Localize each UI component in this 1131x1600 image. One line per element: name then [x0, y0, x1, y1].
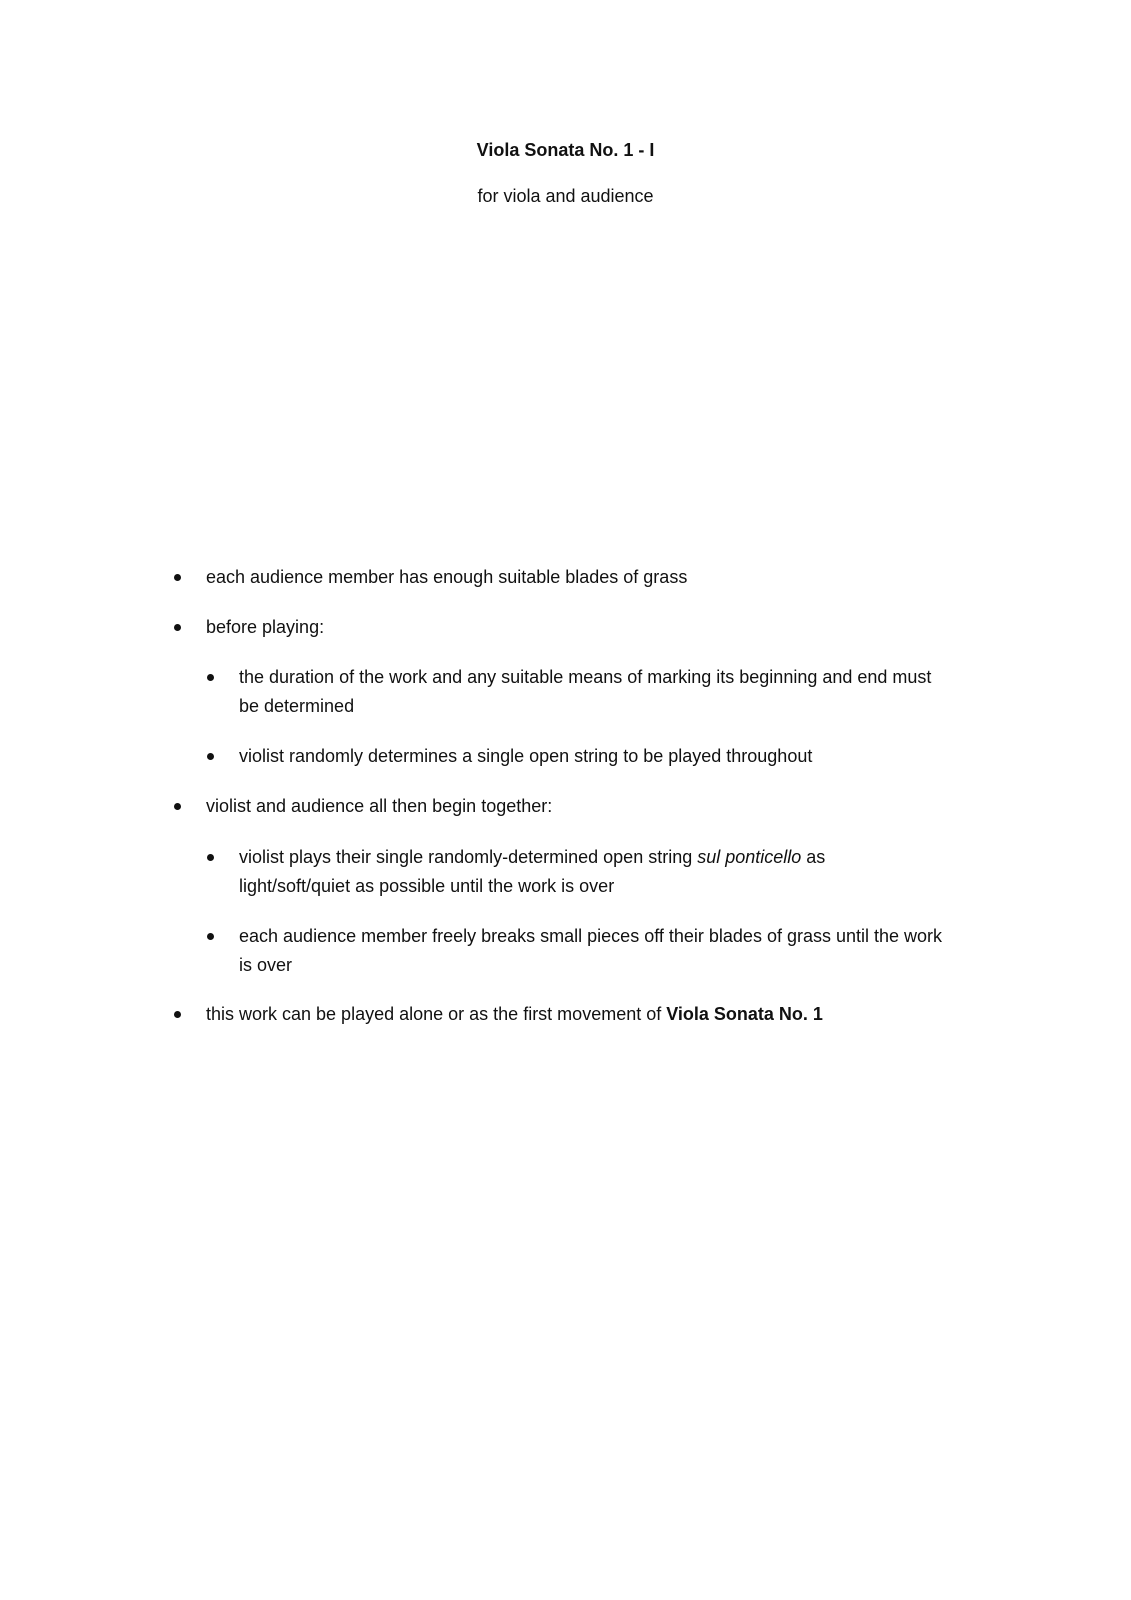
list-item-text: violist randomly determines a single open string to be played throughout — [239, 746, 813, 766]
list-item-text-line: each audience member freely breaks small pieces off their blades of grass until the work — [239, 926, 943, 946]
document-subtitle: for viola and audience — [477, 186, 654, 206]
list-item-text: violist and audience all then begin together: — [206, 796, 553, 816]
list-item-text — [206, 1004, 823, 1024]
list-item-text-line: is over — [239, 955, 293, 975]
list-item-text-line: light/soft/quiet as possible until the work is over — [239, 876, 615, 896]
sub-list-item — [239, 922, 942, 980]
document-title: Viola Sonata No. 1 - I — [476, 140, 655, 160]
bullet-icon — [174, 574, 181, 581]
list-item — [206, 613, 324, 642]
list-item-text-line: the duration of the work and any suitable means of marking its beginning and end must — [239, 667, 932, 687]
text-segment: as — [801, 847, 826, 867]
sub-list-item — [239, 843, 825, 901]
sub-list-item — [239, 742, 812, 771]
list-item — [206, 1000, 823, 1029]
bullet-icon — [207, 854, 214, 861]
list-item — [206, 563, 687, 592]
bold-title-reference: Viola Sonata No. 1 — [666, 1004, 823, 1024]
bullet-icon — [207, 674, 214, 681]
bullet-icon — [207, 933, 214, 940]
text-segment: this work can be played alone or as the first movement of — [206, 1004, 667, 1024]
text-segment: violist plays their single randomly-determined open string — [239, 847, 698, 867]
bullet-icon — [174, 1011, 181, 1018]
sub-list-item — [239, 663, 931, 721]
list-item-text: before playing: — [206, 617, 325, 637]
list-item-text-line: be determined — [239, 696, 355, 716]
bullet-icon — [174, 624, 181, 631]
italic-term: sul ponticello — [697, 847, 802, 867]
list-item — [206, 792, 552, 821]
list-item-text: each audience member has enough suitable blades of grass — [206, 567, 688, 587]
bullet-icon — [207, 753, 214, 760]
list-item-text-line — [239, 843, 825, 872]
bullet-icon — [174, 803, 181, 810]
